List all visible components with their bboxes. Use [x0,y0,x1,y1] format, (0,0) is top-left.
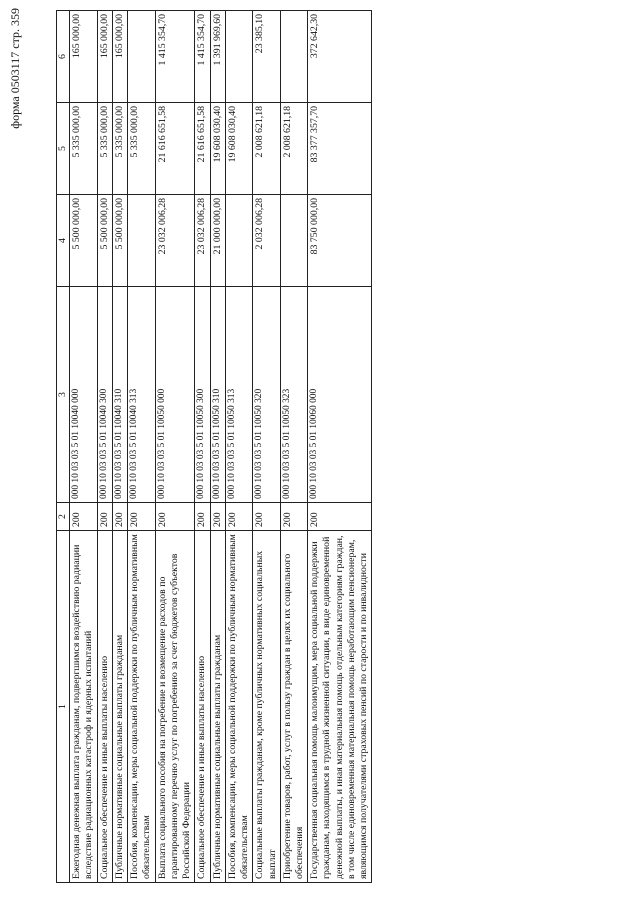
row-line-code: 200 [112,503,127,531]
row-name: Публичные нормативные социальные выплаты гражданам [210,531,225,883]
row-line-code: 200 [253,503,280,531]
row-approved: 2 032 006,28 [253,195,280,287]
row-unexecuted: 1 415 354,70 [155,11,195,103]
row-executed: 19 608 030,40 [225,103,252,195]
row-name: Социальные выплаты гражданам, кроме публичных нормативных социальных выплат [253,531,280,883]
row-line-code: 200 [210,503,225,531]
row-line-code: 200 [70,503,97,531]
row-name: Пособия, компенсации, меры социальной поддержки по публичным нормативным обязательствам [128,531,155,883]
row-unexecuted: 165 000,00 [112,11,127,103]
row-budget-code: 000 10 03 03 5 01 10040 300 [97,287,112,503]
column-header: 4 [57,195,70,287]
form-reference: форма 0503117 стр. 359 [8,8,22,129]
row-name: Государственная социальная помощь малоимущим, мера социальной поддержки гражданам, находящимся в трудной жизненной ситуации, в виде единовременной денежной выплаты, и иная материальная помощь отдельным категориям граждан, в том числе единовременная материальная помощь неработающим пенсионерам, являющимся получателями страховых пенсий по старости и по инвалидности [308,531,372,883]
row-line-code: 200 [97,503,112,531]
row-approved: 5 500 000,00 [97,195,112,287]
row-budget-code: 000 10 03 03 5 01 10040 313 [128,287,155,503]
row-executed: 5 335 000,00 [112,103,127,195]
row-approved: 5 500 000,00 [112,195,127,287]
table-row [308,11,372,883]
row-executed: 21 616 651,58 [155,103,195,195]
row-name: Выплата социального пособия на погребение и возмещение расходов по гарантированному перечню услуг по погребению за счет бюджетов субъектов Российской Федерации [155,531,195,883]
row-name: Ежегодная денежная выплата гражданам, подвергшимся воздействию радиации вследствие радиационных катастроф и ядерных испытаний [70,531,97,883]
row-executed: 5 335 000,00 [97,103,112,195]
row-approved: 5 500 000,00 [70,195,97,287]
column-header: 6 [57,11,70,103]
column-header: 2 [57,503,70,531]
row-line-code: 200 [225,503,252,531]
row-approved [225,195,252,287]
column-number-row [57,11,70,883]
table-row [112,11,127,883]
column-header: 3 [57,287,70,503]
row-executed: 19 608 030,40 [210,103,225,195]
table-row [225,11,252,883]
row-budget-code: 000 10 03 03 5 01 10050 300 [195,287,210,503]
row-name: Публичные нормативные социальные выплаты гражданам [112,531,127,883]
row-executed: 5 335 000,00 [70,103,97,195]
budget-table [56,10,372,883]
row-approved: 23 032 006,28 [155,195,195,287]
row-unexecuted: 1 391 969,60 [210,11,225,103]
table-row [155,11,195,883]
row-budget-code: 000 10 03 03 5 01 10050 000 [155,287,195,503]
row-approved: 23 032 006,28 [195,195,210,287]
row-budget-code: 000 10 03 03 5 01 10050 320 [253,287,280,503]
row-unexecuted: 1 415 354,70 [195,11,210,103]
row-executed: 5 335 000,00 [128,103,155,195]
table-row [195,11,210,883]
row-line-code: 200 [280,503,307,531]
row-budget-code: 000 10 03 03 5 01 10050 323 [280,287,307,503]
row-unexecuted: 165 000,00 [97,11,112,103]
table-row [97,11,112,883]
row-approved: 21 000 000,00 [210,195,225,287]
row-line-code: 200 [155,503,195,531]
table-row [253,11,280,883]
table-row [280,11,307,883]
row-line-code: 200 [308,503,372,531]
row-executed: 83 377 357,70 [308,103,372,195]
row-approved: 83 750 000,00 [308,195,372,287]
row-approved [280,195,307,287]
row-name: Приобретение товаров, работ, услуг в пользу граждан в целях их социального обеспечения [280,531,307,883]
row-unexecuted [128,11,155,103]
row-approved [128,195,155,287]
column-header: 5 [57,103,70,195]
row-unexecuted [280,11,307,103]
row-budget-code: 000 10 03 03 5 01 10060 000 [308,287,372,503]
table-row [210,11,225,883]
row-line-code: 200 [128,503,155,531]
row-budget-code: 000 10 03 03 5 01 10050 310 [210,287,225,503]
row-name: Социальное обеспечение и иные выплаты населению [195,531,210,883]
row-budget-code: 000 10 03 03 5 01 10040 310 [112,287,127,503]
row-executed: 2 008 621,18 [253,103,280,195]
row-budget-code: 000 10 03 03 5 01 10050 313 [225,287,252,503]
column-header: 1 [57,531,70,883]
row-unexecuted: 165 000,00 [70,11,97,103]
table-row [70,11,97,883]
row-name: Пособия, компенсации, меры социальной поддержки по публичным нормативным обязательствам [225,531,252,883]
row-unexecuted: 23 385,10 [253,11,280,103]
row-budget-code: 000 10 03 03 5 01 10040 000 [70,287,97,503]
row-unexecuted [225,11,252,103]
row-line-code: 200 [195,503,210,531]
table-row [128,11,155,883]
row-unexecuted: 372 642,30 [308,11,372,103]
row-name: Социальное обеспечение и иные выплаты населению [97,531,112,883]
row-executed: 2 008 621,18 [280,103,307,195]
row-executed: 21 616 651,58 [195,103,210,195]
